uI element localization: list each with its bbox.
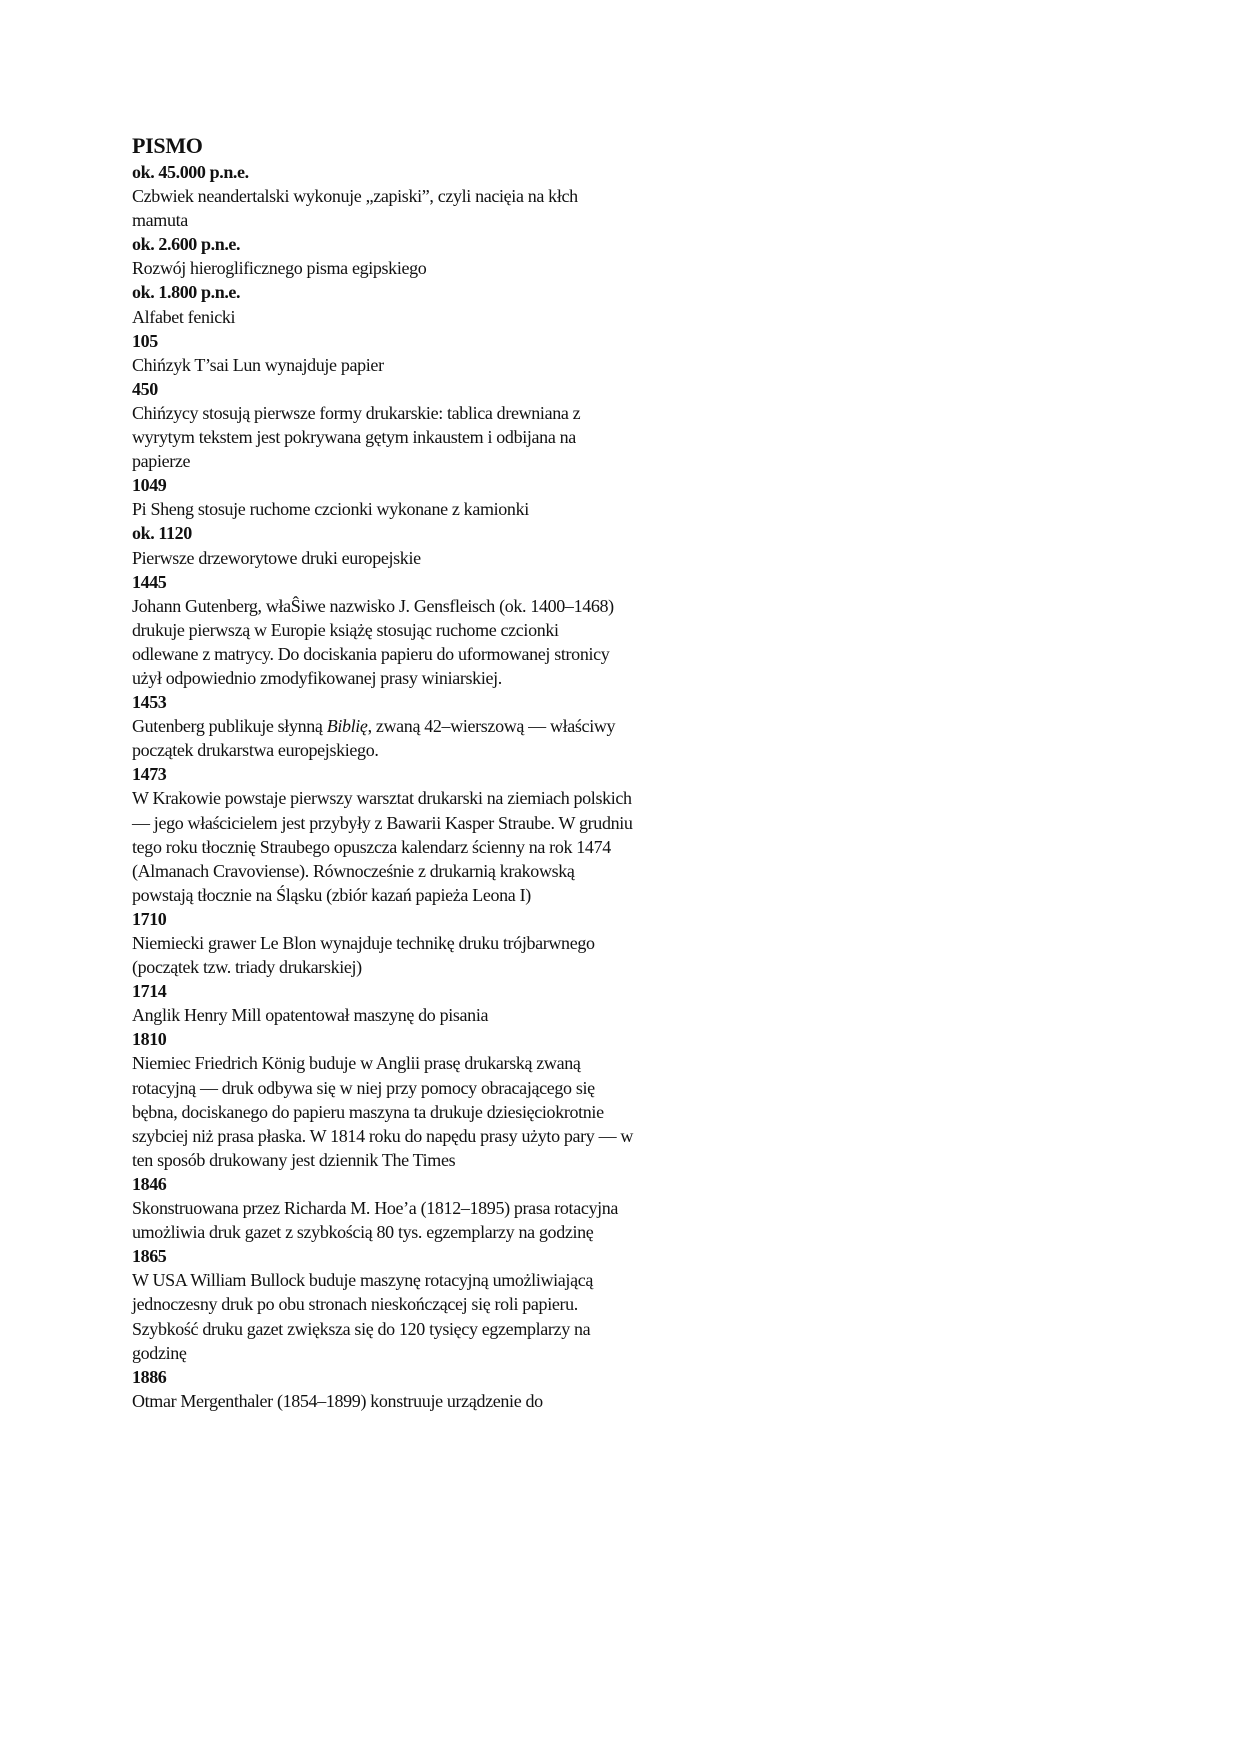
entry-date: 105 [132,330,158,351]
entry-date: 1810 [132,1029,167,1050]
timeline-entry [132,329,752,377]
entry-date: ok. 45.000 p.n.e. [132,162,249,182]
entry-text-line: Otmar Mergenthaler (1854–1899) konstruuje urządzenie do [132,1390,543,1411]
italic-title: Biblię [326,716,368,737]
entry-text-line: wyrytym tekstem jest pokrywana gętym inkaustem i odbijana na [132,427,576,448]
entry-text-line: Chińzyk T’sai Lun wynajduje papier [132,354,384,375]
entry-text-line: Rozwój hieroglificznego pisma egipskiego [132,258,427,279]
timeline-entry [132,1244,752,1364]
entry-text-line: ten sposób drukowany jest dziennik The Times [132,1149,456,1170]
entry-text-line: godzinę [132,1342,187,1363]
timeline-entries [132,160,752,1413]
entry-text-line: Alfabet fenicki [132,306,236,327]
timeline-entry [132,521,752,569]
timeline-entry [132,1172,752,1244]
document-title: PISMO [132,133,203,158]
entry-date: 1886 [132,1366,167,1387]
entry-text-line: Pierwsze drzeworytowe druki europejskie [132,547,421,568]
entry-text-line: powstają tłocznie na Śląsku (zbiór kazań papieża Leona I) [132,884,531,905]
entry-text-line: W USA William Bullock buduje maszynę rotacyjną umożliwiającą [132,1270,593,1291]
entry-date: 1049 [132,475,167,496]
timeline-entry [132,280,752,328]
entry-text-line: jednoczesny druk po obu stronach nieskończącej się roli papieru. [132,1294,578,1315]
entry-text-line: początek drukarstwa europejskiego. [132,740,379,761]
timeline-entry [132,762,752,907]
timeline-entry [132,907,752,979]
entry-text-line: Pi Sheng stosuje ruchome czcionki wykonane z kamionki [132,499,529,520]
timeline-entry [132,160,752,232]
entry-text-line: szybciej niż prasa płaska. W 1814 roku do napędu prasy użyto pary — w [132,1125,634,1146]
entry-text-line: mamuta [132,210,188,231]
entry-text-line: Johann Gutenberg, właŜiwe nazwisko J. Gensfleisch (ok. 1400–1468) [132,595,614,616]
timeline-entry [132,690,752,762]
timeline-entry [132,570,752,690]
timeline-entry [132,1365,752,1413]
entry-date: 1846 [132,1173,167,1194]
entry-date: 1714 [132,981,167,1002]
entry-date: 1445 [132,571,167,592]
entry-text-line: rotacyjną — druk odbywa się w niej przy pomocy obracającego się [132,1077,595,1098]
entry-date: ok. 1.800 p.n.e. [132,282,241,303]
entry-text-line: bębna, dociskanego do papieru maszyna ta drukuje dziesięciokrotnie [132,1101,604,1122]
timeline-entry [132,1027,752,1172]
timeline-entry [132,979,752,1027]
entry-text-line: — jego właścicielem jest przybyły z Bawarii Kasper Straube. W grudniu [132,812,633,833]
entry-date: ok. 1120 [132,523,192,544]
entry-text-line: umożliwia druk gazet z szybkością 80 tys. egzemplarzy na godzinę [132,1222,594,1243]
timeline-entry [132,473,752,521]
entry-text-line: Niemiec Friedrich König buduje w Anglii prasę drukarską zwaną [132,1053,581,1074]
timeline-entry [132,377,752,473]
entry-text-line: W Krakowie powstaje pierwszy warsztat drukarski na ziemiach polskich [132,788,632,809]
entry-date: 1865 [132,1246,167,1267]
entry-text-line: użył odpowiednio zmodyfikowanej prasy winiarskiej. [132,667,502,688]
entry-date: 1453 [132,692,167,713]
entry-text-line: (początek tzw. triady drukarskiej) [132,957,362,978]
entry-text-line: Anglik Henry Mill opatentował maszynę do pisania [132,1005,489,1026]
document-page [132,132,752,1413]
entry-date: 1473 [132,764,167,785]
entry-text-line: tego roku tłocznię Straubego opuszcza kalendarz ścienny na rok 1474 [132,836,611,857]
entry-text-line: Niemiecki grawer Le Blon wynajduje technikę druku trójbarwnego [132,933,595,953]
entry-text-line: Czbwiek neandertalski wykonuje „zapiski”, czyli nacięia na kłch [132,186,578,207]
entry-text-line: Gutenberg publikuje słynną Biblię, zwaną 42–wierszową — właściwy [132,716,616,737]
entry-text-line: (Almanach Cravoviense). Równocześnie z drukarnią krakowską [132,860,575,881]
entry-date: 1710 [132,908,167,929]
timeline-entry [132,232,752,280]
entry-text-line: Skonstruowana przez Richarda M. Hoe’a (1812–1895) prasa rotacyjna [132,1198,619,1219]
entry-date: 450 [132,378,158,399]
entry-text-line: Chińzycy stosują pierwsze formy drukarskie: tablica drewniana z [132,402,581,423]
entry-text-line: odlewane z matrycy. Do dociskania papieru do uformowanej stronicy [132,643,610,664]
entry-text-line: drukuje pierwszą w Europie książę stosując ruchome czcionki [132,619,559,640]
entry-text-line: Szybkość druku gazet zwiększa się do 120 tysięcy egzemplarzy na [132,1318,591,1339]
entry-text-line: papierze [132,451,191,472]
entry-date: ok. 2.600 p.n.e. [132,234,241,255]
